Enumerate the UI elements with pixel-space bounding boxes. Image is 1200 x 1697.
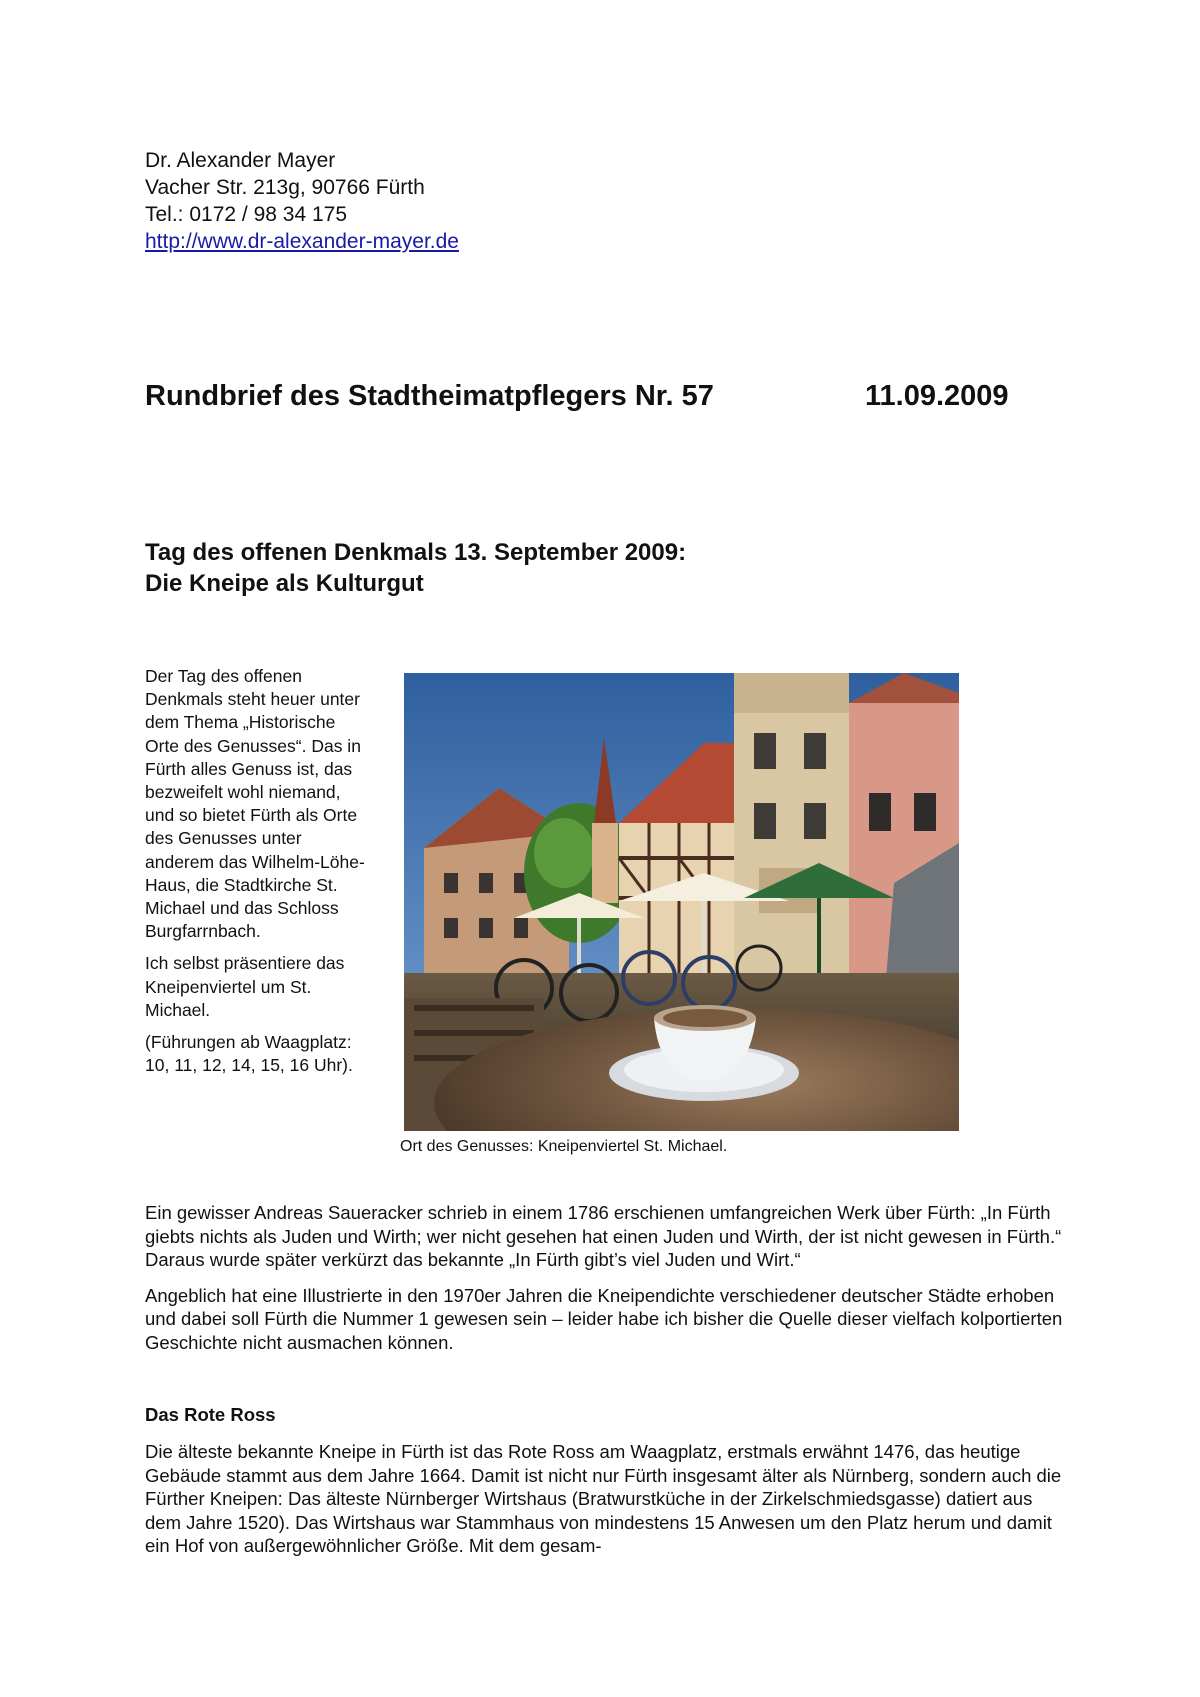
sidebar-paragraph: Ich selbst präsentiere das Kneipenviertel um St. Michael. — [145, 953, 345, 1020]
kneipenviertel-photo — [404, 673, 959, 1131]
body-paragraph: Ein gewisser Andreas Saueracker schrieb in einem 1786 erschienen umfangreichen Werk über Fürth: „In Fürth giebts nichts als Juden und Wirth; wer nicht gesehen hat einen Juden und Wirth, der ist nicht gewesen in Fürth.“ Daraus wurde später verkürzt das bekannte „In Fürth gibt’s viel Juden und Wirt.“ — [145, 1202, 1062, 1271]
sender-address: Vacher Str. 213g, 90766 Fürth — [145, 176, 425, 199]
section-body — [145, 1440, 1065, 1570]
newsletter-title: Rundbrief des Stadtheimatpflegers Nr. 57 — [145, 380, 714, 412]
intro-body — [145, 1201, 1065, 1367]
sender-block — [145, 147, 459, 255]
article-heading-line-2: Die Kneipe als Kulturgut — [145, 570, 424, 597]
sidebar-paragraph: Der Tag des offenen Denkmals steht heuer unter dem Thema „Historische Orte des Genusses“. Das in Fürth alles Genuss ist, das bezweifelt wohl niemand, und so bietet Fürth als Orte des Genusses unter anderem das Wilhelm-Löhe-Haus, die Stadtkirche St. Michael und das Schloss Burgfarrnbach. — [145, 666, 365, 942]
article-heading-line-1: Tag des offenen Denkmals 13. September 2009: — [145, 539, 687, 566]
section-paragraph: Die älteste bekannte Kneipe in Fürth ist das Rote Ross am Waagplatz, erstmals erwähnt 1476, das heutige Gebäude stammt aus dem Jahre 1664. Damit ist nicht nur Fürth insgesamt älter als Nürnberg, sondern auch die Fürther Kneipen: Das älteste Nürnberger Wirtshaus (Bratwurstküche in der Zirkelschmiedsgasse) datiert aus dem Jahre 1520). Das Wirtshaus war Stammhaus von mindestens 15 Anwesen um den Platz herum und damit ein Hof von außergewöhnlicher Größe. Mit dem gesam- — [145, 1441, 1062, 1557]
sender-website-link[interactable]: http://www.dr-alexander-mayer.de — [145, 230, 459, 253]
article-heading — [145, 537, 686, 599]
sender-phone: Tel.: 0172 / 98 34 175 — [145, 203, 347, 226]
newsletter-header — [145, 378, 1025, 414]
newsletter-date: 11.09.2009 — [865, 380, 1009, 412]
sidebar-text — [145, 665, 370, 1086]
photo-caption: Ort des Genusses: Kneipenviertel St. Michael. — [400, 1138, 728, 1155]
sidebar-paragraph: (Führungen ab Waagplatz: 10, 11, 12, 14, 15, 16 Uhr). — [145, 1032, 353, 1076]
section-heading: Das Rote Ross — [145, 1404, 276, 1425]
sender-name: Dr. Alexander Mayer — [145, 149, 336, 172]
body-paragraph: Angeblich hat eine Illustrierte in den 1970er Jahren die Kneipendichte verschiedener deutscher Städte erhoben und dabei soll Fürth die Nummer 1 gewesen sein – leider habe ich bisher die Quelle dieser vielfach kolportierten Geschichte nicht ausmachen können. — [145, 1284, 1063, 1353]
